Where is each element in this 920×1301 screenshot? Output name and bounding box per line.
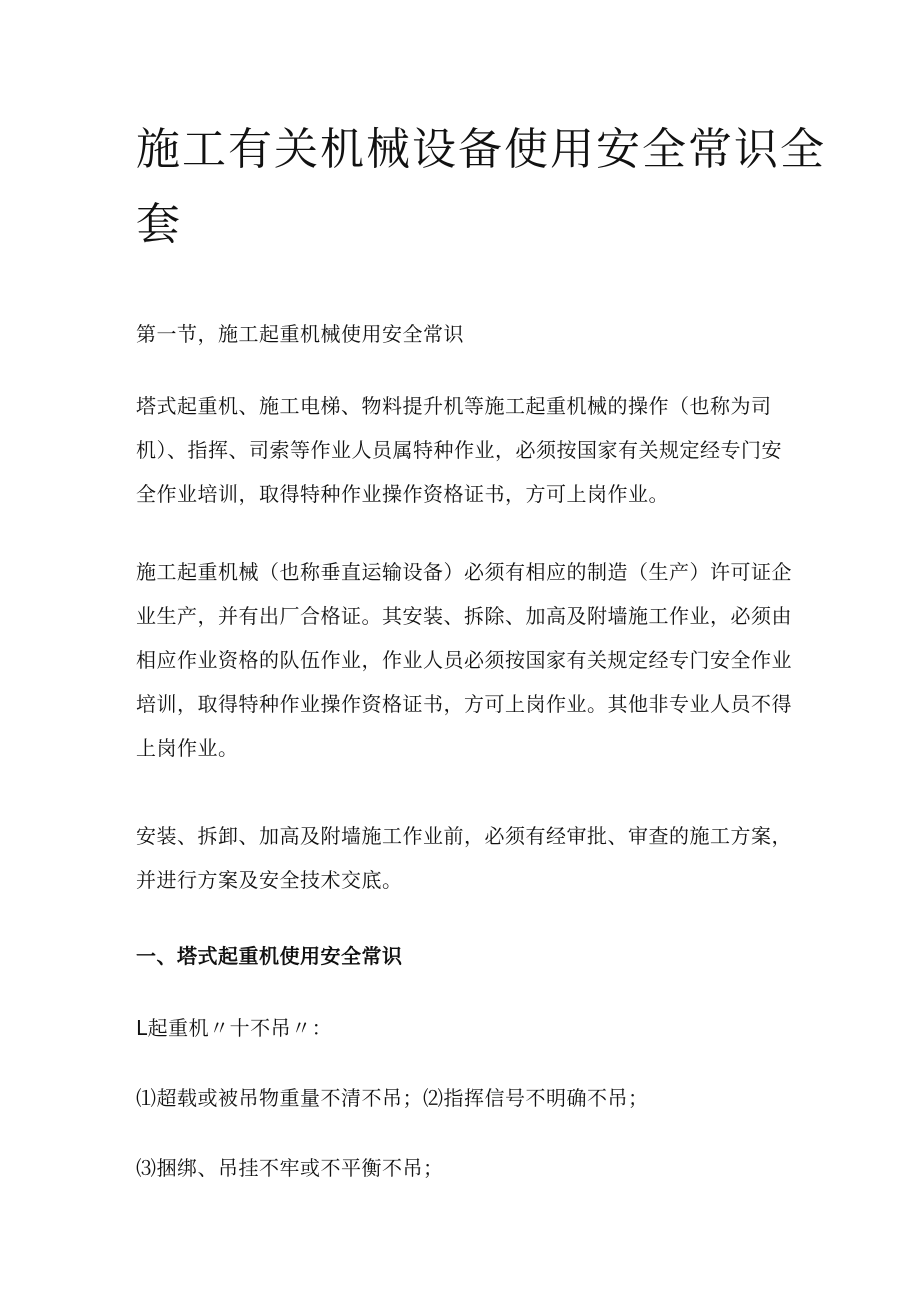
paragraph-line: 上岗作业。 [136, 736, 239, 760]
paragraph-line: 施工起重机械（也称垂直运输设备）必须有相应的制造（生产）许可证企 [136, 560, 792, 584]
paragraph-line: 业生产，并有出厂合格证。其安装、拆除、加高及附墙施工作业，必须由 [136, 604, 792, 628]
paragraph-line: 相应作业资格的队伍作业，作业人员必须按国家有关规定经专门安全作业 [136, 648, 792, 672]
paragraph-line: 安装、拆卸、加高及附墙施工作业前，必须有经审批、审查的施工方案， [136, 824, 792, 848]
document-title [136, 112, 826, 262]
paragraph-1 [136, 384, 796, 516]
paragraph-line: 培训，取得特种作业操作资格证书，方可上岗作业。其他非专业人员不得 [136, 692, 792, 716]
paragraph-line: 机）、指挥、司索等作业人员属特种作业，必须按国家有关规定经专门安 [136, 438, 782, 462]
title-line: 套 [136, 199, 182, 250]
list-item-3: ⑶捆绑、吊挂不牢或不平衡不吊； [136, 1156, 444, 1180]
paragraph-line: 并进行方案及安全技术交底。 [136, 868, 403, 892]
list-intro: L起重机〃十不吊〃： [136, 1016, 333, 1040]
paragraph-2 [136, 550, 796, 770]
title-line: 施工有关机械设备使用安全常识全 [136, 124, 826, 175]
paragraph-line: 全作业培训，取得特种作业操作资格证书，方可上岗作业。 [136, 482, 669, 506]
section-heading: 第一节，施工起重机械使用安全常识 [136, 322, 464, 346]
subheading: 一、塔式起重机使用安全常识 [136, 944, 403, 968]
paragraph-3 [136, 814, 796, 902]
list-item-1-2: ⑴超载或被吊物重量不清不吊；⑵指挥信号不明确不吊； [136, 1086, 649, 1110]
paragraph-line: 塔式起重机、施工电梯、物料提升机等施工起重机械的操作（也称为司 [136, 394, 772, 418]
